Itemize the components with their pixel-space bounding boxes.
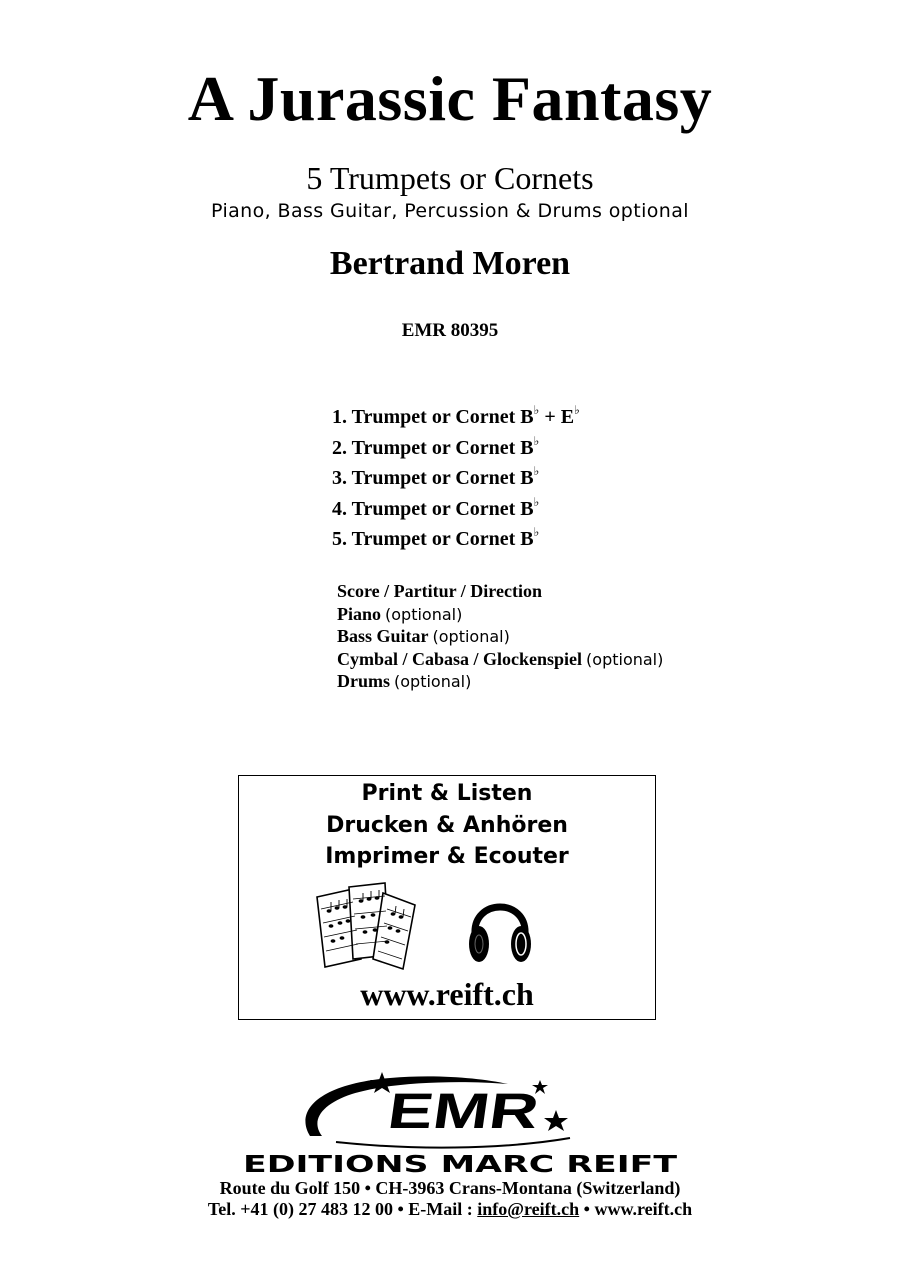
extra-item: [337, 603, 663, 626]
extra-item: [337, 625, 663, 648]
subtitle: 5 Trumpets or Cornets: [306, 160, 594, 196]
optional-note: (optional): [586, 649, 664, 669]
part-item: [332, 433, 580, 464]
flat-sign: ♭: [574, 403, 580, 417]
part-item: [332, 524, 580, 555]
page-title: A Jurassic Fantasy: [187, 63, 713, 134]
optional-note: (optional): [385, 604, 463, 624]
promo-url[interactable]: www.reift.ch: [360, 976, 534, 1012]
telephone-text: Tel. +41 (0) 27 483 12 00 • E-Mail :: [207, 1199, 478, 1219]
optional-note: (optional): [432, 627, 510, 646]
flat-sign: ♭: [533, 464, 540, 478]
contact-line: [0, 1199, 900, 1220]
extra-item: [337, 648, 663, 671]
part-name: 2. Trumpet or Cornet B: [332, 436, 534, 459]
extra-name: Piano: [337, 603, 382, 624]
part-name: 4. Trumpet or Cornet B: [332, 497, 534, 520]
print-listen-box: [238, 775, 656, 1020]
website-text: • www.reift.ch: [579, 1199, 693, 1219]
headphones-icon: [467, 888, 533, 968]
part-item: [332, 463, 580, 494]
part-name: 5. Trumpet or Cornet B: [332, 528, 534, 550]
optional-note: (optional): [394, 672, 472, 691]
extra-item: [337, 580, 663, 603]
part-alt-key: + E: [539, 406, 575, 428]
extra-name: Drums: [337, 671, 390, 691]
star-icon: [544, 1110, 568, 1131]
extras-list: [337, 580, 663, 693]
part-name: 3. Trumpet or Cornet B: [332, 467, 534, 489]
sheet-music-icon: [311, 881, 423, 971]
instrumentation-line: Piano, Bass Guitar, Percussion & Drums optional: [211, 200, 689, 222]
part-item: [332, 494, 580, 525]
parts-list: [332, 402, 580, 555]
publisher-name: EDITIONS MARC REIFT: [243, 1152, 678, 1176]
logo-mark: EMR: [384, 1083, 504, 1139]
extra-name: Score / Partitur / Direction: [337, 581, 542, 601]
extra-item: [337, 670, 663, 693]
address-line: Route du Golf 150 • CH-3963 Crans-Montana (Switzerland): [219, 1178, 681, 1198]
part-item: [332, 402, 580, 433]
catalog-number: EMR 80395: [401, 320, 499, 341]
extra-name: Cymbal / Cabasa / Glockenspiel: [337, 648, 583, 669]
promo-line-french: Imprimer & Ecouter: [325, 844, 569, 869]
promo-line-english: Print & Listen: [361, 781, 533, 806]
flat-sign: ♭: [533, 433, 540, 448]
composer-name: Bertrand Moren: [329, 245, 571, 282]
extra-name: Bass Guitar: [337, 626, 429, 646]
flat-sign: ♭: [533, 403, 540, 417]
flat-sign: ♭: [533, 494, 540, 509]
part-name: 1. Trumpet or Cornet B: [332, 406, 534, 428]
promo-line-german: Drucken & Anhören: [326, 813, 568, 838]
flat-sign: ♭: [533, 525, 540, 539]
email-link[interactable]: info@reift.ch: [477, 1199, 580, 1219]
emr-logo: [240, 1070, 680, 1176]
